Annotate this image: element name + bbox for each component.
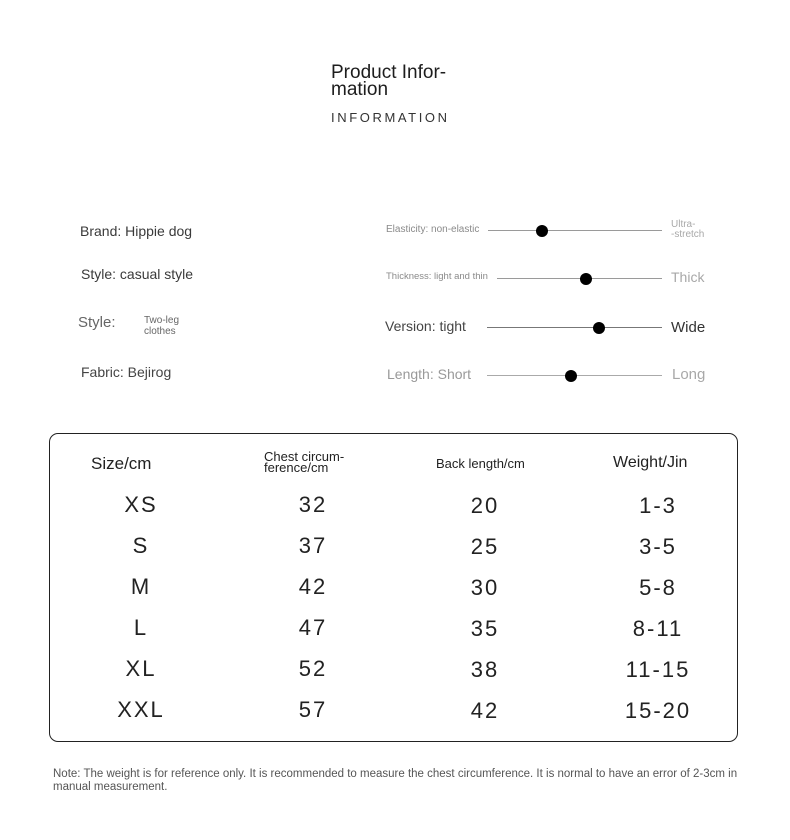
header-chest: [264, 451, 344, 473]
slider-end-label: Wide: [671, 319, 706, 336]
cell-chest: 52: [298, 656, 328, 681]
slider-track: [488, 230, 662, 231]
brand-attribute: Brand: Hippie dog: [80, 223, 193, 239]
cell-chest: 37: [298, 533, 328, 558]
slider-end-label: Long: [672, 366, 706, 383]
cell-back: 42: [470, 698, 500, 723]
cell-weight: 15-20: [624, 698, 692, 723]
slider-knob: [593, 322, 605, 334]
slider-end-label: [671, 220, 704, 240]
cell-chest: 32: [298, 492, 328, 517]
cell-weight: 1-3: [639, 493, 677, 518]
cell-back: 20: [470, 493, 500, 518]
cell-back: 35: [470, 616, 500, 641]
slider-knob: [536, 225, 548, 237]
title-line-1: Product Infor-: [331, 62, 447, 83]
cell-back: 25: [470, 534, 500, 559]
page-subtitle: INFORMATION: [331, 110, 450, 125]
style2-label: Style:: [78, 314, 116, 331]
header-weight: Weight/Jin: [613, 454, 688, 471]
header-chest-line-1: Chest circum-: [264, 449, 345, 464]
slider-knob: [580, 273, 592, 285]
style2-value-line-2: clothes: [144, 326, 176, 337]
cell-size: L: [133, 615, 149, 640]
header-size: Size/cm: [91, 454, 152, 473]
slider-end-line-2: -stretch: [671, 229, 705, 240]
slider-label: Version: tight: [385, 318, 466, 334]
title-line-2: mation: [331, 79, 389, 100]
fabric-attribute: Fabric: Bejirog: [81, 364, 172, 380]
header-back: Back length/cm: [436, 456, 525, 471]
slider-label: Thickness: light and thin: [386, 271, 488, 282]
cell-chest: 57: [298, 697, 328, 722]
cell-size: XXL: [117, 697, 165, 722]
cell-size: M: [130, 574, 152, 599]
cell-size: S: [132, 533, 150, 558]
slider-end-line-1: Ultra-: [671, 219, 696, 230]
cell-weight: 3-5: [639, 534, 677, 559]
slider-track: [487, 327, 662, 328]
slider-label: Elasticity: non-elastic: [386, 224, 480, 235]
cell-chest: 42: [298, 574, 328, 599]
slider-label: Length: Short: [387, 366, 472, 382]
cell-size: XL: [125, 656, 157, 681]
page-title: [331, 64, 471, 98]
cell-size: XS: [124, 492, 158, 517]
cell-weight: 5-8: [639, 575, 677, 600]
slider-end-label: Thick: [671, 269, 705, 285]
size-table: [49, 433, 738, 742]
style2-value: [144, 315, 179, 337]
style2-value-line-1: Two-leg: [144, 315, 180, 326]
cell-back: 38: [470, 657, 500, 682]
cell-weight: 8-11: [632, 616, 684, 641]
measurement-note: Note: The weight is for reference only. It is recommended to measure the chest circumference. It is normal to have an error of 2-3cm in manual measurement.: [53, 768, 738, 793]
header-chest-line-2: ference/cm: [264, 460, 329, 475]
cell-back: 30: [470, 575, 500, 600]
cell-chest: 47: [298, 615, 328, 640]
style-attribute: Style: casual style: [81, 266, 194, 282]
cell-weight: 11-15: [625, 657, 691, 682]
slider-knob: [565, 370, 577, 382]
